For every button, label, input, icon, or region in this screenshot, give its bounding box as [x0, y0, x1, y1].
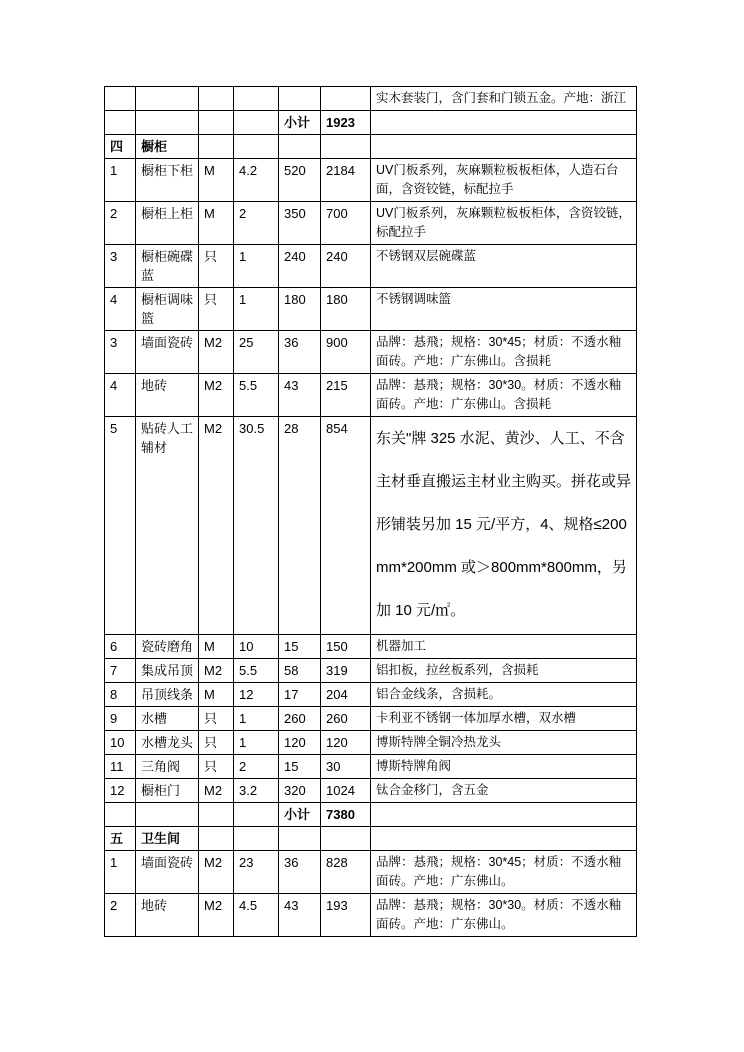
item-name-cell: 橱柜门 [136, 779, 199, 803]
table-row [105, 851, 637, 894]
quantity-cell: 2 [234, 755, 279, 779]
quantity-cell: 23 [234, 851, 279, 894]
unit-price-cell [279, 827, 321, 851]
unit-price-cell: 15 [279, 755, 321, 779]
unit-cell: M2 [199, 894, 234, 937]
item-name-cell: 橱柜调味篮 [136, 288, 199, 331]
unit-price-cell: 43 [279, 894, 321, 937]
amount-cell: 120 [321, 731, 371, 755]
amount-cell: 319 [321, 659, 371, 683]
amount-cell: 828 [321, 851, 371, 894]
item-name-cell: 橱柜碗碟蓝 [136, 245, 199, 288]
unit-cell: 只 [199, 707, 234, 731]
table-row [105, 202, 637, 245]
amount-cell: 30 [321, 755, 371, 779]
item-name-cell: 橱柜下柜 [136, 159, 199, 202]
amount-cell: 900 [321, 331, 371, 374]
amount-cell: 2184 [321, 159, 371, 202]
description-cell: 钛合金移门，含五金 [371, 779, 637, 803]
description-cell [371, 111, 637, 135]
row-number-cell: 3 [105, 245, 136, 288]
row-number-cell [105, 87, 136, 111]
unit-price-cell: 小计 [279, 803, 321, 827]
amount-cell: 1024 [321, 779, 371, 803]
table-body [105, 87, 637, 937]
quantity-cell: 25 [234, 331, 279, 374]
row-number-cell: 5 [105, 417, 136, 635]
table-row [105, 803, 637, 827]
unit-cell: M2 [199, 779, 234, 803]
unit-cell: M [199, 202, 234, 245]
row-number-cell: 四 [105, 135, 136, 159]
quantity-cell [234, 87, 279, 111]
table-row [105, 245, 637, 288]
unit-cell: M2 [199, 851, 234, 894]
amount-cell: 180 [321, 288, 371, 331]
unit-cell: 只 [199, 731, 234, 755]
unit-price-cell: 小计 [279, 111, 321, 135]
unit-cell [199, 87, 234, 111]
description-cell: 品牌：惎飛；规格：30*30。材质：不透水釉面砖。产地：广东佛山。 [371, 894, 637, 937]
row-number-cell: 1 [105, 851, 136, 894]
quantity-cell [234, 135, 279, 159]
description-cell: 品牌：惎飛；规格：30*30。材质：不透水釉面砖。产地：广东佛山。含损耗 [371, 374, 637, 417]
table-row [105, 417, 637, 635]
description-cell: 卡利亚不锈钢一体加厚水槽，双水槽 [371, 707, 637, 731]
amount-cell [321, 135, 371, 159]
quantity-cell: 1 [234, 731, 279, 755]
unit-cell [199, 111, 234, 135]
unit-price-cell: 17 [279, 683, 321, 707]
table-row [105, 755, 637, 779]
row-number-cell: 3 [105, 331, 136, 374]
item-name-cell: 卫生间 [136, 827, 199, 851]
row-number-cell: 11 [105, 755, 136, 779]
amount-cell: 193 [321, 894, 371, 937]
table-row [105, 331, 637, 374]
description-cell: 博斯特牌角阀 [371, 755, 637, 779]
row-number-cell: 五 [105, 827, 136, 851]
unit-price-cell [279, 87, 321, 111]
description-cell: 品牌：惎飛；规格：30*45；材质：不透水釉面砖。产地：广东佛山。含损耗 [371, 331, 637, 374]
item-name-cell: 贴砖人工辅材 [136, 417, 199, 635]
amount-cell [321, 827, 371, 851]
quantity-cell: 3.2 [234, 779, 279, 803]
unit-price-cell: 120 [279, 731, 321, 755]
table-row [105, 731, 637, 755]
item-name-cell: 三角阀 [136, 755, 199, 779]
quantity-cell: 1 [234, 288, 279, 331]
unit-price-cell [279, 135, 321, 159]
table-row [105, 683, 637, 707]
table-row [105, 707, 637, 731]
unit-cell: M2 [199, 374, 234, 417]
quantity-cell: 5.5 [234, 374, 279, 417]
amount-cell: 240 [321, 245, 371, 288]
row-number-cell: 12 [105, 779, 136, 803]
table-row [105, 159, 637, 202]
table-row [105, 635, 637, 659]
description-cell [371, 827, 637, 851]
row-number-cell: 4 [105, 288, 136, 331]
quantity-cell [234, 111, 279, 135]
row-number-cell: 1 [105, 159, 136, 202]
table-row [105, 659, 637, 683]
item-name-cell: 橱柜上柜 [136, 202, 199, 245]
item-name-cell: 吊顶线条 [136, 683, 199, 707]
quantity-cell: 4.2 [234, 159, 279, 202]
row-number-cell: 4 [105, 374, 136, 417]
description-cell [371, 135, 637, 159]
unit-price-cell: 15 [279, 635, 321, 659]
row-number-cell: 10 [105, 731, 136, 755]
row-number-cell: 7 [105, 659, 136, 683]
unit-cell: 只 [199, 245, 234, 288]
row-number-cell: 2 [105, 202, 136, 245]
description-cell: UV门板系列，灰麻颗粒板板柜体，人造石台面，含资铰链，标配拉手 [371, 159, 637, 202]
amount-cell: 150 [321, 635, 371, 659]
item-name-cell: 瓷砖磨角 [136, 635, 199, 659]
table-row [105, 87, 637, 111]
item-name-cell: 集成吊顶 [136, 659, 199, 683]
quantity-cell: 2 [234, 202, 279, 245]
unit-cell [199, 827, 234, 851]
description-cell [371, 803, 637, 827]
unit-price-cell: 43 [279, 374, 321, 417]
unit-cell: M2 [199, 659, 234, 683]
unit-cell: M [199, 683, 234, 707]
amount-cell [321, 87, 371, 111]
table-row [105, 894, 637, 937]
quantity-cell [234, 827, 279, 851]
quantity-cell [234, 803, 279, 827]
item-name-cell: 墙面瓷砖 [136, 851, 199, 894]
item-name-cell: 橱柜 [136, 135, 199, 159]
item-name-cell: 地砖 [136, 894, 199, 937]
amount-cell: 7380 [321, 803, 371, 827]
unit-cell [199, 803, 234, 827]
table-row [105, 374, 637, 417]
amount-cell: 204 [321, 683, 371, 707]
description-cell: 不锈钢双层碗碟蓝 [371, 245, 637, 288]
item-name-cell [136, 111, 199, 135]
quantity-cell: 12 [234, 683, 279, 707]
table-row [105, 111, 637, 135]
item-name-cell: 水槽龙头 [136, 731, 199, 755]
unit-cell: M [199, 635, 234, 659]
description-cell: 铝合金线条，含损耗。 [371, 683, 637, 707]
amount-cell: 215 [321, 374, 371, 417]
item-name-cell: 水槽 [136, 707, 199, 731]
table-row [105, 288, 637, 331]
row-number-cell: 2 [105, 894, 136, 937]
description-cell: 实木套装门，含门套和门锁五金。产地：浙江 [371, 87, 637, 111]
item-name-cell [136, 803, 199, 827]
quantity-cell: 5.5 [234, 659, 279, 683]
unit-cell: M2 [199, 331, 234, 374]
item-name-cell [136, 87, 199, 111]
row-number-cell: 8 [105, 683, 136, 707]
description-cell: 品牌：惎飛；规格：30*45；材质：不透水釉面砖。产地：广东佛山。 [371, 851, 637, 894]
quantity-cell: 1 [234, 707, 279, 731]
amount-cell: 1923 [321, 111, 371, 135]
unit-cell: 只 [199, 755, 234, 779]
quantity-cell: 1 [234, 245, 279, 288]
quantity-cell: 30.5 [234, 417, 279, 635]
quantity-cell: 10 [234, 635, 279, 659]
item-name-cell: 地砖 [136, 374, 199, 417]
unit-cell [199, 135, 234, 159]
table-row [105, 779, 637, 803]
table-row [105, 135, 637, 159]
quantity-cell: 4.5 [234, 894, 279, 937]
unit-price-cell: 320 [279, 779, 321, 803]
unit-price-cell: 58 [279, 659, 321, 683]
amount-cell: 700 [321, 202, 371, 245]
unit-price-cell: 36 [279, 851, 321, 894]
unit-cell: M [199, 159, 234, 202]
description-cell: 东关"牌 325 水泥、黄沙、人工、不含主材垂直搬运主材业主购买。拼花或异形铺装另加 15 元/平方，4、规格≤200mm*200mm 或＞800mm*800mm，另加 10 元/㎡。 [371, 417, 637, 635]
unit-cell: 只 [199, 288, 234, 331]
amount-cell: 854 [321, 417, 371, 635]
description-cell: UV门板系列，灰麻颗粒板板柜体，含资铰链，标配拉手 [371, 202, 637, 245]
row-number-cell [105, 111, 136, 135]
amount-cell: 260 [321, 707, 371, 731]
description-cell: 不锈钢调味篮 [371, 288, 637, 331]
row-number-cell [105, 803, 136, 827]
item-name-cell: 墙面瓷砖 [136, 331, 199, 374]
unit-price-cell: 350 [279, 202, 321, 245]
description-cell: 铝扣板，拉丝板系列，含损耗 [371, 659, 637, 683]
unit-cell: M2 [199, 417, 234, 635]
table-row [105, 827, 637, 851]
unit-price-cell: 520 [279, 159, 321, 202]
description-cell: 机器加工 [371, 635, 637, 659]
description-cell: 博斯特牌全铜冷热龙头 [371, 731, 637, 755]
unit-price-cell: 28 [279, 417, 321, 635]
unit-price-cell: 260 [279, 707, 321, 731]
quotation-table [104, 86, 637, 937]
row-number-cell: 6 [105, 635, 136, 659]
row-number-cell: 9 [105, 707, 136, 731]
unit-price-cell: 240 [279, 245, 321, 288]
unit-price-cell: 36 [279, 331, 321, 374]
unit-price-cell: 180 [279, 288, 321, 331]
